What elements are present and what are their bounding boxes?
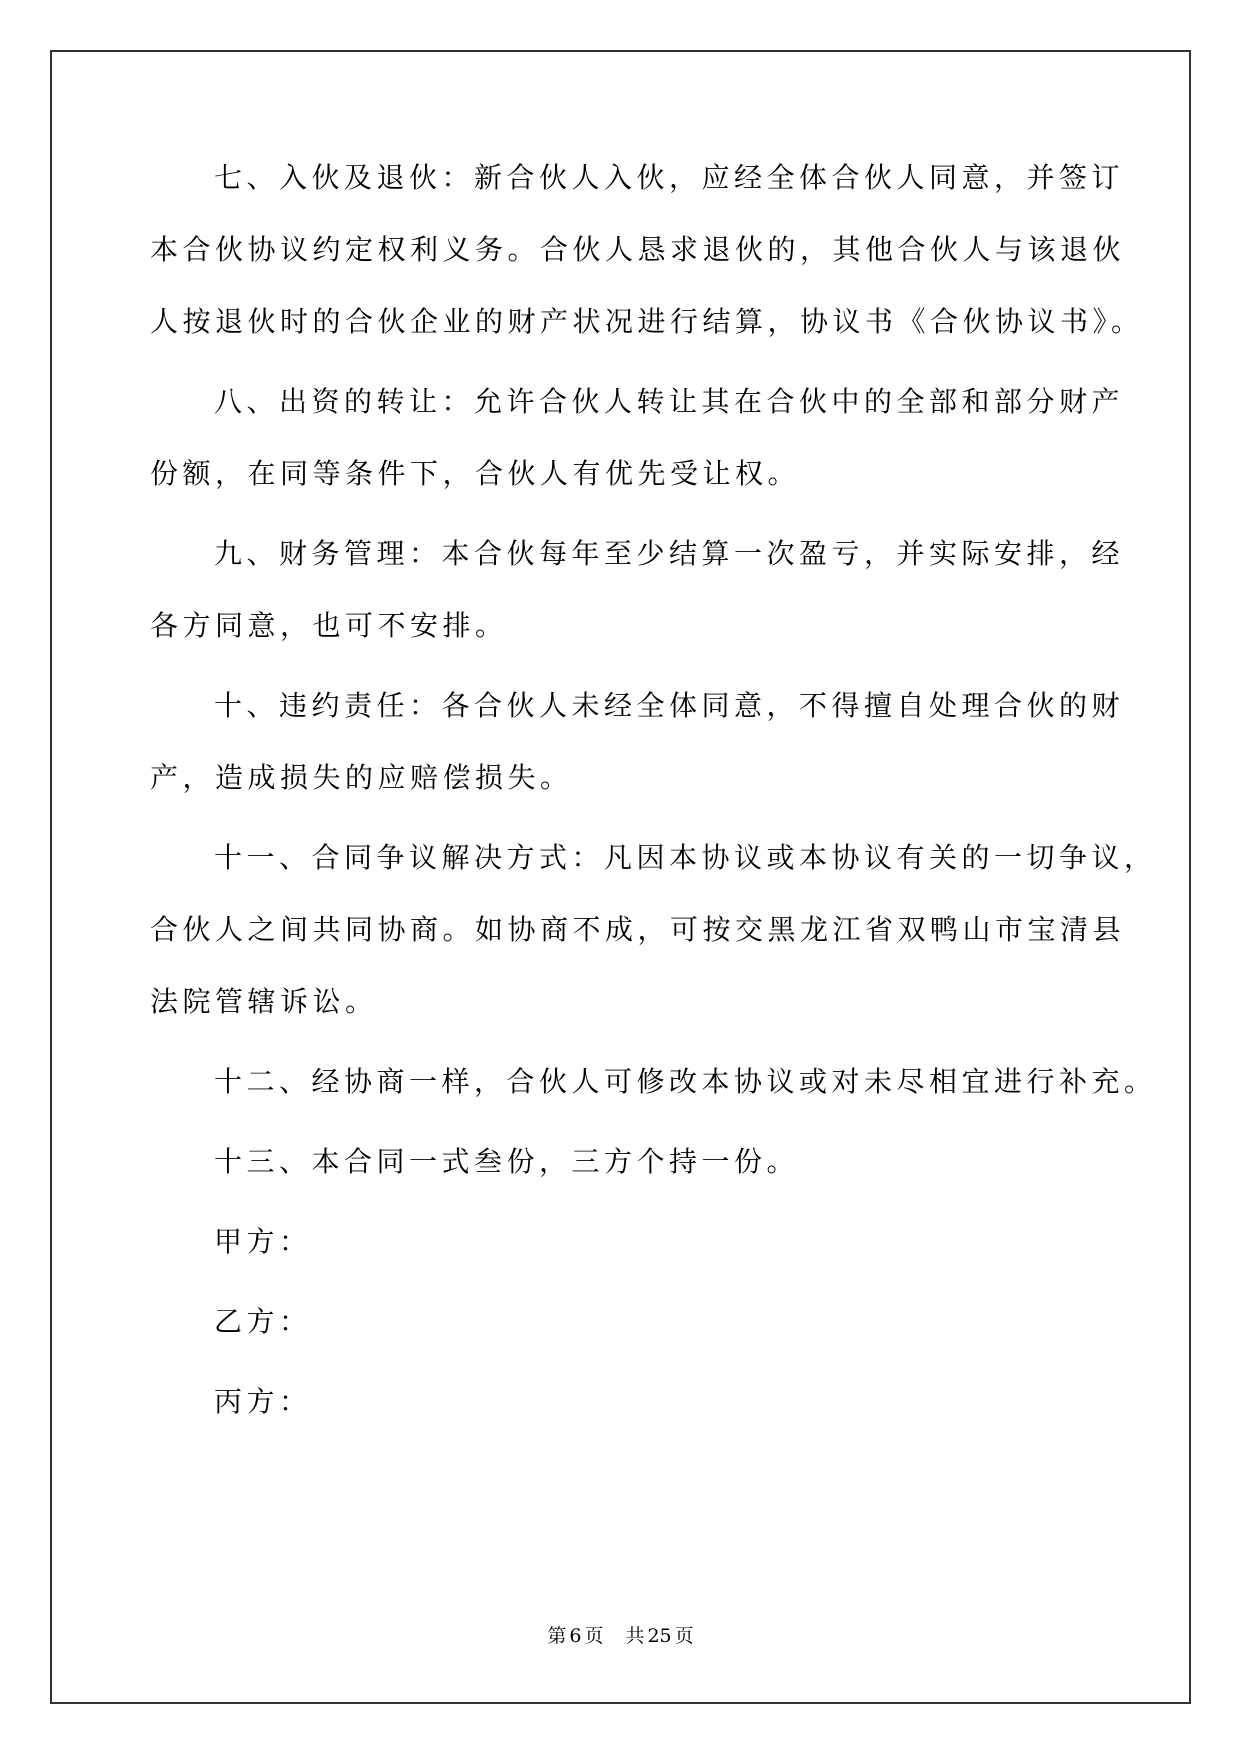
footer-total-pages: 25	[647, 1625, 672, 1647]
footer-total-suffix: 页	[674, 1625, 694, 1647]
paragraph-11-line-3: 法院管辖诉讼。	[150, 985, 378, 1018]
paragraph-11-line-2: 合伙人之间共同协商。如协商不成，可按交黑龙江省双鸭山市宝清县	[150, 913, 1126, 946]
footer-total-prefix: 共	[625, 1625, 645, 1647]
footer-page-number: 6	[569, 1625, 582, 1647]
paragraph-12-line-1: 十二、经协商一样，合伙人可修改本协议或对未尽相宜进行补充。	[214, 1065, 1157, 1098]
paragraph-9-line-1: 九、财务管理：本合伙每年至少结算一次盈亏，并实际安排，经	[214, 537, 1125, 570]
paragraph-7-line-2: 本合伙协议约定权利义务。合伙人恳求退伙的，其他合伙人与该退伙	[150, 233, 1126, 266]
signature-party-a: 甲方：	[214, 1225, 312, 1258]
page-footer	[0, 1621, 1241, 1648]
signature-party-c: 丙方：	[214, 1385, 312, 1418]
paragraph-10-line-2: 产，造成损失的应赔偿损失。	[150, 761, 573, 794]
paragraph-8-line-2: 份额，在同等条件下，合伙人有优先受让权。	[150, 457, 801, 490]
signature-party-b: 乙方：	[214, 1305, 312, 1338]
paragraph-9-line-2: 各方同意，也可不安排。	[150, 609, 508, 642]
paragraph-8-line-1: 八、出资的转让：允许合伙人转让其在合伙中的全部和部分财产	[214, 385, 1125, 418]
footer-page-prefix: 第	[547, 1625, 567, 1647]
paragraph-11-line-1: 十一、合同争议解决方式：凡因本协议或本协议有关的一切争议，	[214, 841, 1157, 874]
paragraph-7-line-3: 人按退伙时的合伙企业的财产状况进行结算，协议书《合伙协议书》。	[150, 305, 1144, 338]
footer-page-suffix: 页	[584, 1625, 604, 1647]
paragraph-10-line-1: 十、违约责任：各合伙人未经全体同意，不得擅自处理合伙的财	[214, 689, 1125, 722]
paragraph-13-line-1: 十三、本合同一式叁份，三方个持一份。	[214, 1145, 800, 1178]
paragraph-7-line-1: 七、入伙及退伙：新合伙人入伙，应经全体合伙人同意，并签订	[214, 161, 1125, 194]
